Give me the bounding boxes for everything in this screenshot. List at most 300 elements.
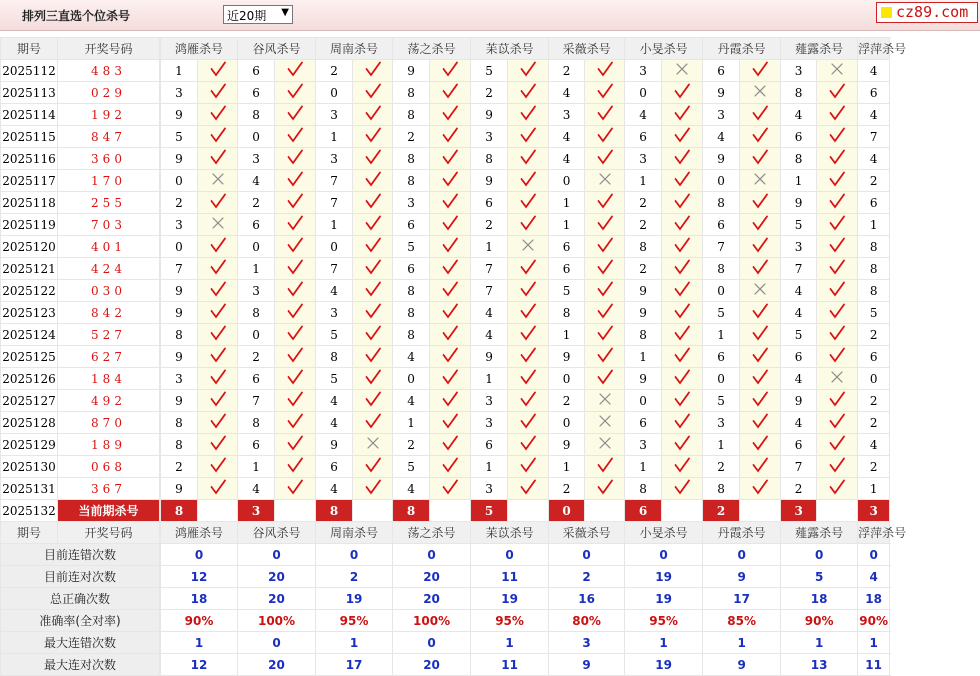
- col-header-expert: 荡之杀号: [393, 522, 471, 544]
- stat-value: 1: [161, 632, 238, 654]
- kill-number-cell: 3: [161, 82, 198, 104]
- draw-number-cell: 703: [58, 214, 160, 236]
- kill-number-cell: 9: [316, 434, 353, 456]
- kill-number-cell: 3: [238, 148, 275, 170]
- kill-number-cell: 2: [393, 434, 430, 456]
- check-icon: [674, 281, 690, 297]
- check-cell: [740, 236, 781, 258]
- check-icon: [210, 435, 226, 451]
- check-cell: [817, 104, 858, 126]
- check-cell: [740, 126, 781, 148]
- stat-label: 总正确次数: [1, 588, 160, 610]
- check-icon: [520, 281, 536, 297]
- check-icon: [287, 193, 303, 209]
- check-cell: [275, 280, 316, 302]
- period-cell: 2025120: [1, 236, 58, 258]
- stat-value: 18: [781, 588, 858, 610]
- check-cell: [662, 302, 703, 324]
- col-header-expert: 薤露杀号: [781, 38, 858, 60]
- kill-number-cell: 7: [316, 258, 353, 280]
- kill-number-cell: 7: [781, 456, 817, 478]
- kill-number-cell: 2: [161, 192, 198, 214]
- table-row: [1, 170, 890, 192]
- kill-number-cell: 1: [471, 456, 508, 478]
- draw-number-cell: 847: [58, 126, 160, 148]
- stat-value: 0: [858, 544, 890, 566]
- kill-number-cell: 8: [161, 324, 198, 346]
- kill-number-cell: 6: [238, 82, 275, 104]
- check-cell: [662, 456, 703, 478]
- check-icon: [674, 127, 690, 143]
- check-cell: [817, 126, 858, 148]
- kill-number-cell: 4: [549, 82, 585, 104]
- check-cell: [817, 258, 858, 280]
- check-cell: [740, 478, 781, 500]
- check-cell: [430, 148, 471, 170]
- check-icon: [674, 391, 690, 407]
- check-icon: [365, 127, 381, 143]
- check-icon: [442, 149, 458, 165]
- check-icon: [210, 149, 226, 165]
- check-icon: [520, 193, 536, 209]
- kill-number-cell: 8: [858, 280, 890, 302]
- stat-value: 19: [625, 654, 703, 676]
- check-cell: [198, 478, 238, 500]
- cross-icon: [597, 413, 613, 429]
- draw-number-cell: 189: [58, 434, 160, 456]
- kill-number-cell: 1: [625, 170, 662, 192]
- check-cell: [585, 104, 625, 126]
- kill-number-cell: 3: [625, 434, 662, 456]
- kill-number-cell: 1: [471, 368, 508, 390]
- kill-number-cell: 8: [858, 236, 890, 258]
- current-kill-number: 2: [703, 500, 740, 522]
- stat-value: 0: [703, 544, 781, 566]
- check-cell: [353, 148, 393, 170]
- check-cell: [740, 390, 781, 412]
- kill-number-cell: 6: [316, 456, 353, 478]
- check-cell: [740, 324, 781, 346]
- check-icon: [597, 83, 613, 99]
- check-cell: [817, 148, 858, 170]
- kill-number-cell: 4: [858, 104, 890, 126]
- kill-number-cell: 9: [161, 390, 198, 412]
- kill-number-cell: 3: [625, 148, 662, 170]
- check-icon: [674, 413, 690, 429]
- check-icon: [365, 237, 381, 253]
- kill-number-cell: 4: [781, 280, 817, 302]
- check-icon: [365, 215, 381, 231]
- check-cell: [585, 82, 625, 104]
- current-kill-label: 当前期杀号: [58, 500, 160, 522]
- kill-number-cell: 8: [393, 302, 430, 324]
- kill-number-cell: 2: [625, 258, 662, 280]
- check-icon: [287, 83, 303, 99]
- kill-number-cell: 1: [625, 346, 662, 368]
- check-icon: [674, 83, 690, 99]
- check-cell: [740, 302, 781, 324]
- check-icon: [674, 237, 690, 253]
- kill-number-cell: 0: [858, 368, 890, 390]
- check-cell: [198, 346, 238, 368]
- check-cell: [353, 478, 393, 500]
- kill-number-cell: 9: [161, 346, 198, 368]
- cross-cell: [740, 82, 781, 104]
- check-cell: [430, 104, 471, 126]
- cross-cell: [740, 170, 781, 192]
- kill-number-cell: 6: [471, 192, 508, 214]
- kill-number-cell: 0: [625, 82, 662, 104]
- check-cell: [585, 280, 625, 302]
- check-icon: [829, 105, 845, 121]
- stat-value: 4: [858, 566, 890, 588]
- check-cell: [430, 170, 471, 192]
- check-cell: [817, 170, 858, 192]
- cross-icon: [829, 369, 845, 385]
- kill-number-cell: 3: [781, 60, 817, 82]
- check-icon: [442, 83, 458, 99]
- cross-icon: [210, 171, 226, 187]
- draw-number-cell: 068: [58, 456, 160, 478]
- stat-value: 80%: [549, 610, 625, 632]
- stat-value: 3: [549, 632, 625, 654]
- col-header-expert: 浮萍杀号: [858, 38, 890, 60]
- kill-number-cell: 1: [858, 214, 890, 236]
- check-icon: [442, 171, 458, 187]
- period-cell: 2025114: [1, 104, 58, 126]
- check-cell: [740, 192, 781, 214]
- kill-number-cell: 0: [703, 170, 740, 192]
- kill-number-cell: 5: [393, 236, 430, 258]
- site-logo[interactable]: [876, 2, 978, 23]
- kill-number-cell: 8: [858, 258, 890, 280]
- check-cell: [353, 258, 393, 280]
- check-cell: [662, 434, 703, 456]
- stat-value: 9: [549, 654, 625, 676]
- stat-row: [1, 544, 890, 566]
- draw-number-cell: 527: [58, 324, 160, 346]
- check-cell: [662, 214, 703, 236]
- stat-value: 0: [238, 632, 316, 654]
- stat-value: 20: [393, 654, 471, 676]
- kill-number-cell: 9: [625, 280, 662, 302]
- kill-number-cell: 9: [471, 170, 508, 192]
- kill-number-cell: 4: [781, 302, 817, 324]
- check-cell: [430, 324, 471, 346]
- stat-value: 20: [393, 566, 471, 588]
- kill-number-cell: 3: [161, 214, 198, 236]
- check-cell: [585, 258, 625, 280]
- stat-value: 0: [161, 544, 238, 566]
- check-icon: [829, 391, 845, 407]
- check-icon: [287, 369, 303, 385]
- kill-number-cell: 6: [238, 60, 275, 82]
- kill-number-cell: 8: [238, 412, 275, 434]
- kill-number-cell: 4: [549, 148, 585, 170]
- check-cell: [508, 280, 549, 302]
- current-kill-blank: [275, 500, 316, 522]
- check-cell: [353, 390, 393, 412]
- check-icon: [210, 369, 226, 385]
- check-cell: [585, 302, 625, 324]
- check-icon: [442, 391, 458, 407]
- check-icon: [442, 303, 458, 319]
- check-icon: [520, 413, 536, 429]
- kill-number-cell: 4: [781, 412, 817, 434]
- check-cell: [508, 434, 549, 456]
- check-icon: [829, 479, 845, 495]
- kill-number-cell: 8: [781, 82, 817, 104]
- kill-number-cell: 8: [625, 478, 662, 500]
- check-icon: [520, 171, 536, 187]
- check-cell: [508, 368, 549, 390]
- period-cell: 2025125: [1, 346, 58, 368]
- check-icon: [442, 413, 458, 429]
- kill-number-cell: 8: [703, 192, 740, 214]
- check-icon: [520, 83, 536, 99]
- cross-icon: [752, 171, 768, 187]
- check-cell: [353, 280, 393, 302]
- check-icon: [287, 149, 303, 165]
- kill-number-cell: 3: [703, 412, 740, 434]
- check-cell: [662, 236, 703, 258]
- kill-number-cell: 3: [549, 104, 585, 126]
- check-cell: [353, 346, 393, 368]
- check-icon: [674, 325, 690, 341]
- kill-number-cell: 9: [161, 478, 198, 500]
- check-icon: [287, 61, 303, 77]
- check-icon: [752, 325, 768, 341]
- stat-label: 目前连错次数: [1, 544, 160, 566]
- kill-number-cell: 0: [549, 170, 585, 192]
- kill-number-cell: 6: [625, 126, 662, 148]
- kill-number-cell: 1: [238, 456, 275, 478]
- kill-number-cell: 6: [238, 368, 275, 390]
- check-icon: [752, 347, 768, 363]
- kill-number-cell: 5: [393, 456, 430, 478]
- kill-number-cell: 1: [703, 324, 740, 346]
- check-cell: [662, 368, 703, 390]
- check-icon: [210, 391, 226, 407]
- check-cell: [353, 302, 393, 324]
- stat-value: 11: [858, 654, 890, 676]
- check-icon: [597, 457, 613, 473]
- kill-number-cell: 9: [703, 82, 740, 104]
- kill-number-cell: 9: [625, 302, 662, 324]
- kill-number-cell: 8: [238, 104, 275, 126]
- kill-number-cell: 1: [316, 126, 353, 148]
- check-icon: [752, 435, 768, 451]
- check-icon: [674, 215, 690, 231]
- stat-value: 0: [625, 544, 703, 566]
- stat-label: 准确率(全对率): [1, 610, 160, 632]
- check-icon: [597, 127, 613, 143]
- kill-number-cell: 1: [316, 214, 353, 236]
- check-cell: [740, 434, 781, 456]
- kill-number-cell: 5: [781, 214, 817, 236]
- check-icon: [520, 457, 536, 473]
- draw-number-cell: 184: [58, 368, 160, 390]
- check-cell: [740, 148, 781, 170]
- stat-value: 85%: [703, 610, 781, 632]
- check-icon: [674, 303, 690, 319]
- kill-number-cell: 3: [316, 104, 353, 126]
- kill-number-cell: 0: [625, 390, 662, 412]
- check-cell: [198, 236, 238, 258]
- check-icon: [752, 369, 768, 385]
- check-cell: [275, 456, 316, 478]
- check-cell: [740, 214, 781, 236]
- kill-number-cell: 4: [238, 478, 275, 500]
- period-cell: 2025131: [1, 478, 58, 500]
- col-header-draw: 开奖号码: [58, 38, 160, 60]
- period-select[interactable]: [223, 5, 293, 24]
- stat-value: 19: [316, 588, 393, 610]
- check-cell: [508, 82, 549, 104]
- check-icon: [365, 391, 381, 407]
- check-cell: [817, 214, 858, 236]
- check-cell: [275, 390, 316, 412]
- check-cell: [430, 368, 471, 390]
- period-cell: 2025121: [1, 258, 58, 280]
- col-header-expert: 小旻杀号: [625, 522, 703, 544]
- check-cell: [353, 368, 393, 390]
- cross-cell: [817, 368, 858, 390]
- kill-number-cell: 2: [858, 456, 890, 478]
- check-icon: [442, 479, 458, 495]
- table-row: [1, 82, 890, 104]
- check-cell: [430, 192, 471, 214]
- col-header-period: 期号: [1, 522, 58, 544]
- check-cell: [817, 346, 858, 368]
- current-kill-number: 8: [393, 500, 430, 522]
- check-icon: [752, 391, 768, 407]
- check-icon: [752, 61, 768, 77]
- check-icon: [520, 215, 536, 231]
- stat-value: 20: [238, 566, 316, 588]
- kill-number-cell: 8: [393, 170, 430, 192]
- stat-value: 95%: [625, 610, 703, 632]
- check-cell: [353, 456, 393, 478]
- current-kill-blank: [662, 500, 703, 522]
- check-cell: [508, 346, 549, 368]
- kill-number-cell: 9: [393, 60, 430, 82]
- check-cell: [508, 324, 549, 346]
- col-header-expert: 周南杀号: [316, 522, 393, 544]
- check-cell: [740, 456, 781, 478]
- kill-number-cell: 0: [316, 236, 353, 258]
- kill-number-cell: 1: [549, 192, 585, 214]
- kill-number-cell: 8: [161, 412, 198, 434]
- col-header-expert: 小旻杀号: [625, 38, 703, 60]
- kill-number-cell: 4: [858, 434, 890, 456]
- check-cell: [662, 258, 703, 280]
- check-icon: [287, 347, 303, 363]
- draw-number-cell: 029: [58, 82, 160, 104]
- check-cell: [275, 258, 316, 280]
- kill-number-cell: 2: [471, 214, 508, 236]
- kill-number-cell: 9: [161, 302, 198, 324]
- kill-number-cell: 0: [549, 412, 585, 434]
- kill-number-cell: 4: [316, 280, 353, 302]
- stat-value: 17: [316, 654, 393, 676]
- kill-number-cell: 8: [781, 148, 817, 170]
- check-cell: [198, 368, 238, 390]
- check-icon: [674, 105, 690, 121]
- cross-icon: [520, 237, 536, 253]
- check-cell: [275, 104, 316, 126]
- check-cell: [430, 456, 471, 478]
- kill-number-cell: 8: [161, 434, 198, 456]
- current-kill-blank: [585, 500, 625, 522]
- check-icon: [210, 303, 226, 319]
- check-icon: [752, 237, 768, 253]
- check-icon: [674, 193, 690, 209]
- stat-label: 目前连对次数: [1, 566, 160, 588]
- check-cell: [662, 104, 703, 126]
- col-header-expert: 苿苡杀号: [471, 522, 549, 544]
- kill-number-cell: 6: [238, 434, 275, 456]
- check-icon: [442, 215, 458, 231]
- check-icon: [674, 457, 690, 473]
- kill-number-cell: 8: [393, 324, 430, 346]
- check-icon: [210, 413, 226, 429]
- kill-number-cell: 9: [471, 346, 508, 368]
- current-kill-blank: [508, 500, 549, 522]
- check-cell: [662, 148, 703, 170]
- check-icon: [597, 237, 613, 253]
- stat-value: 95%: [316, 610, 393, 632]
- kill-number-cell: 0: [161, 236, 198, 258]
- check-icon: [210, 457, 226, 473]
- table-row: [1, 192, 890, 214]
- kill-number-cell: 6: [781, 434, 817, 456]
- check-cell: [275, 478, 316, 500]
- cross-cell: [662, 60, 703, 82]
- draw-number-cell: 255: [58, 192, 160, 214]
- kill-number-cell: 2: [471, 82, 508, 104]
- check-icon: [752, 127, 768, 143]
- period-cell: 2025124: [1, 324, 58, 346]
- check-icon: [210, 105, 226, 121]
- kill-number-cell: 0: [161, 170, 198, 192]
- check-cell: [430, 346, 471, 368]
- kill-number-cell: 1: [625, 456, 662, 478]
- check-icon: [442, 193, 458, 209]
- check-cell: [740, 412, 781, 434]
- check-cell: [662, 324, 703, 346]
- cross-icon: [597, 171, 613, 187]
- kill-number-cell: 2: [858, 412, 890, 434]
- check-icon: [442, 281, 458, 297]
- stat-value: 0: [393, 544, 471, 566]
- check-cell: [275, 192, 316, 214]
- kill-number-cell: 4: [393, 478, 430, 500]
- kill-number-cell: 2: [703, 456, 740, 478]
- kill-number-cell: 8: [393, 82, 430, 104]
- kill-number-cell: 2: [316, 60, 353, 82]
- check-icon: [829, 281, 845, 297]
- kill-number-cell: 0: [703, 368, 740, 390]
- check-cell: [585, 126, 625, 148]
- kill-number-cell: 0: [703, 280, 740, 302]
- check-icon: [210, 193, 226, 209]
- kill-number-cell: 2: [625, 214, 662, 236]
- cross-cell: [817, 60, 858, 82]
- check-icon: [365, 457, 381, 473]
- check-cell: [275, 324, 316, 346]
- check-cell: [585, 214, 625, 236]
